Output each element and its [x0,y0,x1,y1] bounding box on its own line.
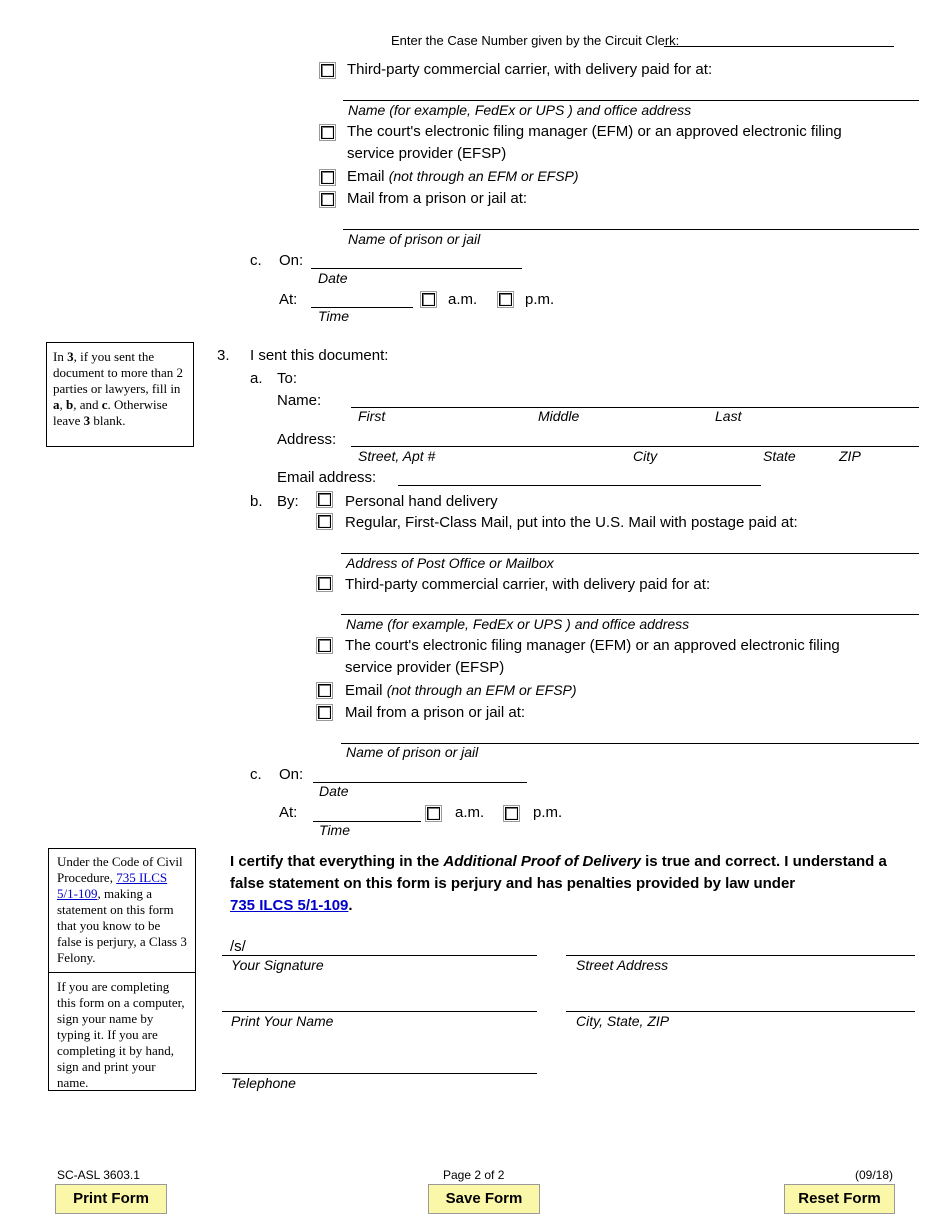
top-efm-line2: service provider (EFSP) [347,145,507,162]
signature-prefix: /s/ [230,938,246,955]
top-prison-hint: Name of prison or jail [348,231,481,247]
top-prison-checkbox[interactable] [321,193,334,206]
section3-efm-line2: service provider (EFSP) [345,659,505,676]
section3-carrier-label: Third-party commercial carrier, with delivery paid for at: [345,576,711,593]
top-email-text: Email [347,168,385,185]
top-email-note: (not through an EFM or EFSP) [388,168,579,184]
section3-street-hint: Street, Apt # [358,448,436,464]
sign-instructions: If you are completing this form on a computer, sign your name by typing it. If you are completing it by hand, sign and print your name. [57,979,185,1090]
section3-instructions-text: In 3, if you sent the document to more than 2 parties or lawyers, fill in a, b, and c. Otherwise leave 3 blank. [53,349,183,428]
section3-last-hint: Last [715,408,742,424]
section3-date-hint: Date [319,783,349,799]
case-number-label: Enter the Case Number given by the Circuit Clerk: [391,33,680,48]
section3-at-label: At: [279,804,298,821]
perjury-sign-box [48,848,196,1091]
telephone-input[interactable] [222,1055,541,1075]
signature-input[interactable] [252,937,541,957]
section3-am-checkbox[interactable] [427,807,440,820]
perjury-law-link[interactable]: 735 ILCS 5/1-109 [57,870,168,901]
section3-a-letter: a. [250,370,263,387]
top-time-input[interactable] [311,289,417,309]
section3-b-letter: b. [250,493,263,510]
top-carrier-label: Third-party commercial carrier, with delivery paid for at: [347,61,713,78]
section3-zip-hint: ZIP [839,448,861,464]
section3-prison-hint: Name of prison or jail [346,744,479,760]
top-efm-checkbox[interactable] [321,126,334,139]
top-date-input[interactable] [311,250,526,270]
section3-email-address-input[interactable] [398,467,765,487]
certification-text: I certify that everything in the Additional Proof of Delivery is true and correct. I understand a false statement on this form is perjury and has penalties provided by law under 735 ILCS 5/1-109. [230,853,887,914]
section3-state-hint: State [763,448,796,464]
section3-carrier-hint: Name (for example, FedEx or UPS ) and office address [346,616,690,632]
city-state-zip-input[interactable] [566,993,919,1013]
case-number-input[interactable] [664,28,898,48]
section3-time-input[interactable] [313,803,425,823]
section3-time-hint: Time [319,822,350,838]
save-form-button[interactable]: Save Form [428,1184,540,1214]
reset-form-button[interactable]: Reset Form [784,1184,895,1214]
section3-number: 3. [217,347,230,364]
section3-mail-checkbox[interactable] [318,515,331,528]
city-state-zip-hint: City, State, ZIP [576,1013,670,1029]
section3-hand-label: Personal hand delivery [345,493,498,510]
top-at-label: At: [279,291,298,308]
top-pm-label: p.m. [525,291,555,308]
top-am-label: a.m. [448,291,478,308]
section3-name-label: Name: [277,392,322,409]
top-carrier-hint: Name (for example, FedEx or UPS ) and office address [348,102,692,118]
section3-pm-label: p.m. [533,804,563,821]
section3-prison-input[interactable] [341,724,923,744]
print-form-button[interactable]: Print Form [55,1184,167,1214]
section3-am-label: a.m. [455,804,485,821]
section3-pm-checkbox[interactable] [505,807,518,820]
section3-email-checkbox[interactable] [318,684,331,697]
page-number: Page 2 of 2 [443,1168,505,1182]
top-prison-input[interactable] [343,210,923,230]
top-pm-checkbox[interactable] [499,293,512,306]
section3-on-label: On: [279,766,304,783]
section3-to-label: To: [277,370,298,387]
section3-carrier-input[interactable] [341,595,923,615]
section3-mail-input[interactable] [341,534,923,554]
section3-address-label: Address: [277,431,337,448]
top-date-hint: Date [318,270,348,286]
section3-hand-checkbox[interactable] [318,493,331,506]
section3-carrier-checkbox[interactable] [318,577,331,590]
signature-hint: Your Signature [231,957,324,973]
top-prison-label: Mail from a prison or jail at: [347,190,528,207]
section3-prison-checkbox[interactable] [318,706,331,719]
section3-by-label: By: [277,493,299,510]
top-c-letter: c. [250,252,262,269]
form-code: SC-ASL 3603.1 [57,1168,140,1182]
top-carrier-input[interactable] [343,81,923,101]
top-carrier-checkbox[interactable] [321,64,334,77]
section3-email-note: (not through an EFM or EFSP) [386,682,577,698]
top-am-checkbox[interactable] [422,293,435,306]
section3-prison-label: Mail from a prison or jail at: [345,704,526,721]
section3-title: I sent this document: [250,347,389,364]
section3-address-input[interactable] [351,428,923,448]
top-on-label: On: [279,252,304,269]
section3-email-text: Email [345,682,383,699]
section3-mail-label: Regular, First-Class Mail, put into the U.S. Mail with postage paid at: [345,514,798,531]
section3-city-hint: City [633,448,658,464]
section3-first-hint: First [358,408,386,424]
section3-middle-hint: Middle [538,408,580,424]
street-address-hint: Street Address [576,957,669,973]
section3-efm-checkbox[interactable] [318,639,331,652]
top-email-label [347,168,579,185]
top-time-hint: Time [318,308,349,324]
top-efm-line1: The court's electronic filing manager (EFM) or an approved electronic filing [347,123,842,140]
section3-date-input[interactable] [313,764,531,784]
top-email-checkbox[interactable] [321,171,334,184]
section3-email-label [345,682,577,699]
street-address-input[interactable] [566,937,919,957]
section3-name-input[interactable] [351,389,923,409]
section3-efm-line1: The court's electronic filing manager (EFM) or an approved electronic filing [345,637,840,654]
section3-email-address-label: Email address: [277,469,377,486]
print-name-hint: Print Your Name [231,1013,334,1029]
certification-law-link[interactable]: 735 ILCS 5/1-109 [230,897,349,914]
revision-date: (09/18) [855,1168,894,1182]
print-name-input[interactable] [222,993,541,1013]
section3-mail-hint: Address of Post Office or Mailbox [346,555,554,571]
section3-c-letter: c. [250,766,262,783]
perjury-note: Under the Code of Civil Procedure, 735 ILCS 5/1-109, making a statement on this form that you know to be false is perjury, a Class 3 Felony. [57,854,187,965]
telephone-hint: Telephone [231,1075,296,1091]
section3-instructions-box [46,342,194,447]
